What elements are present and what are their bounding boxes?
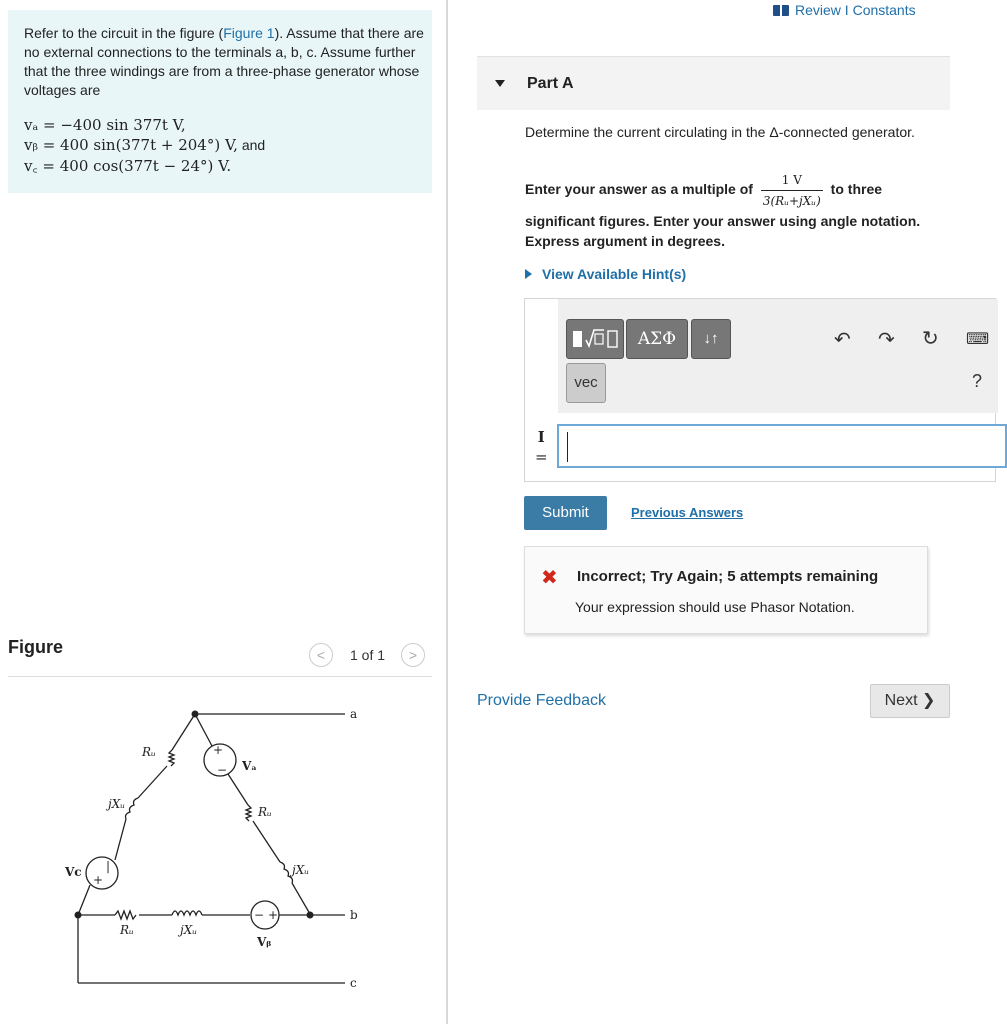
problem-statement — [8, 10, 432, 193]
rw-label-left: Rᵤ — [142, 745, 156, 759]
undo-icon[interactable]: ↶ — [834, 329, 851, 351]
error-x-icon: ✖ — [541, 567, 558, 589]
vc-label: Vc — [65, 865, 82, 879]
question-text: Determine the current circulating in the Δ-connected generator. — [525, 124, 915, 140]
arrows-button[interactable]: ↓↑ — [691, 319, 731, 359]
answer-label: I = — [535, 428, 548, 466]
view-hints-toggle[interactable]: View Available Hint(s) — [525, 266, 686, 282]
previous-answers-link[interactable]: Previous Answers — [631, 505, 744, 520]
chevron-right-icon: ❯ — [921, 692, 936, 709]
constants-link[interactable]: Constants — [852, 2, 916, 18]
jxw-label-right: jXᵤ — [292, 863, 310, 877]
vb-label: Vᵦ — [257, 935, 272, 949]
next-button[interactable]: Next ❯ — [870, 684, 950, 718]
feedback-message: Your expression should use Phasor Notation. — [575, 599, 855, 615]
equation-va: vₐ = −400 sin 377t V, — [24, 116, 186, 134]
feedback-title: Incorrect; Try Again; 5 attempts remaining — [577, 568, 879, 585]
feedback-box — [524, 546, 928, 634]
book-icon — [773, 5, 789, 16]
instructions: Enter your answer as a multiple of $\frac{1 V}{\text{3(Rᵤ+jXᵤ)}}$ to three significant figures. Enter your answer using angle notation. Express argument in degrees. — [525, 170, 945, 251]
templates-icon[interactable] — [566, 319, 624, 359]
review-link[interactable]: Review — [795, 2, 841, 18]
rw-label-right: Rᵤ — [258, 805, 272, 819]
problem-intro: Refer to the circuit in the figure (Figure 1). Assume that there are no external connections to the terminals a, b, c. Assume further that the three windings are from a three-phase generator whose voltages are — [24, 25, 424, 98]
vec-button[interactable]: vec — [566, 363, 606, 403]
figure-title: Figure — [8, 637, 64, 657]
equation-vc: v꜀ = 400 cos(377t − 24°) V. — [24, 157, 232, 175]
terminal-a-label: a — [350, 707, 358, 721]
submit-button[interactable]: Submit — [524, 496, 607, 530]
terminal-b-label: b — [350, 908, 358, 922]
keyboard-icon[interactable]: ⌨ — [966, 331, 990, 348]
svg-text:+: + — [268, 908, 279, 922]
svg-text:−: − — [217, 763, 228, 777]
answer-input[interactable] — [557, 424, 1007, 468]
text-caret — [567, 432, 568, 462]
figure-divider — [8, 676, 432, 677]
caret-down-icon — [495, 80, 505, 87]
math-editor — [524, 298, 996, 482]
figure-link[interactable]: Figure 1 — [223, 25, 275, 41]
greek-symbols-button[interactable]: ΑΣΦ — [626, 319, 688, 359]
svg-text:|: | — [106, 859, 111, 873]
fraction-expression: $\frac{1 V}{\text{3(Rᵤ+jXᵤ)}}$ — [761, 170, 823, 211]
rw-label-bottom: Rᵤ — [120, 923, 134, 937]
circuit-diagram — [60, 690, 380, 1000]
svg-text:−: − — [254, 908, 265, 922]
jxw-label-bottom: jXᵤ — [180, 923, 198, 937]
editor-toolbar — [558, 299, 998, 413]
part-label: Part A — [527, 75, 574, 92]
caret-right-icon — [525, 269, 532, 279]
terminal-c-label: c — [350, 976, 357, 990]
help-button[interactable]: ? — [972, 371, 983, 391]
svg-text:+: + — [213, 743, 224, 757]
redo-icon[interactable]: ↷ — [878, 329, 895, 351]
figure-pager: 1 of 1 — [350, 647, 386, 663]
review-constants: Review I Constants — [773, 2, 916, 18]
panel-divider — [446, 0, 448, 1024]
chevron-right-icon[interactable]: > — [401, 643, 425, 667]
jxw-label-left: jXᵤ — [108, 797, 126, 811]
part-a-header[interactable] — [477, 57, 950, 110]
va-label: Vₐ — [242, 759, 257, 773]
equation-vb: vᵦ = 400 sin(377t + 204°) V, and — [24, 136, 266, 154]
chevron-left-icon[interactable]: < — [309, 643, 333, 667]
svg-text:+: + — [93, 873, 104, 887]
reset-icon[interactable]: ↻ — [922, 328, 939, 350]
provide-feedback-link[interactable]: Provide Feedback — [477, 692, 606, 709]
